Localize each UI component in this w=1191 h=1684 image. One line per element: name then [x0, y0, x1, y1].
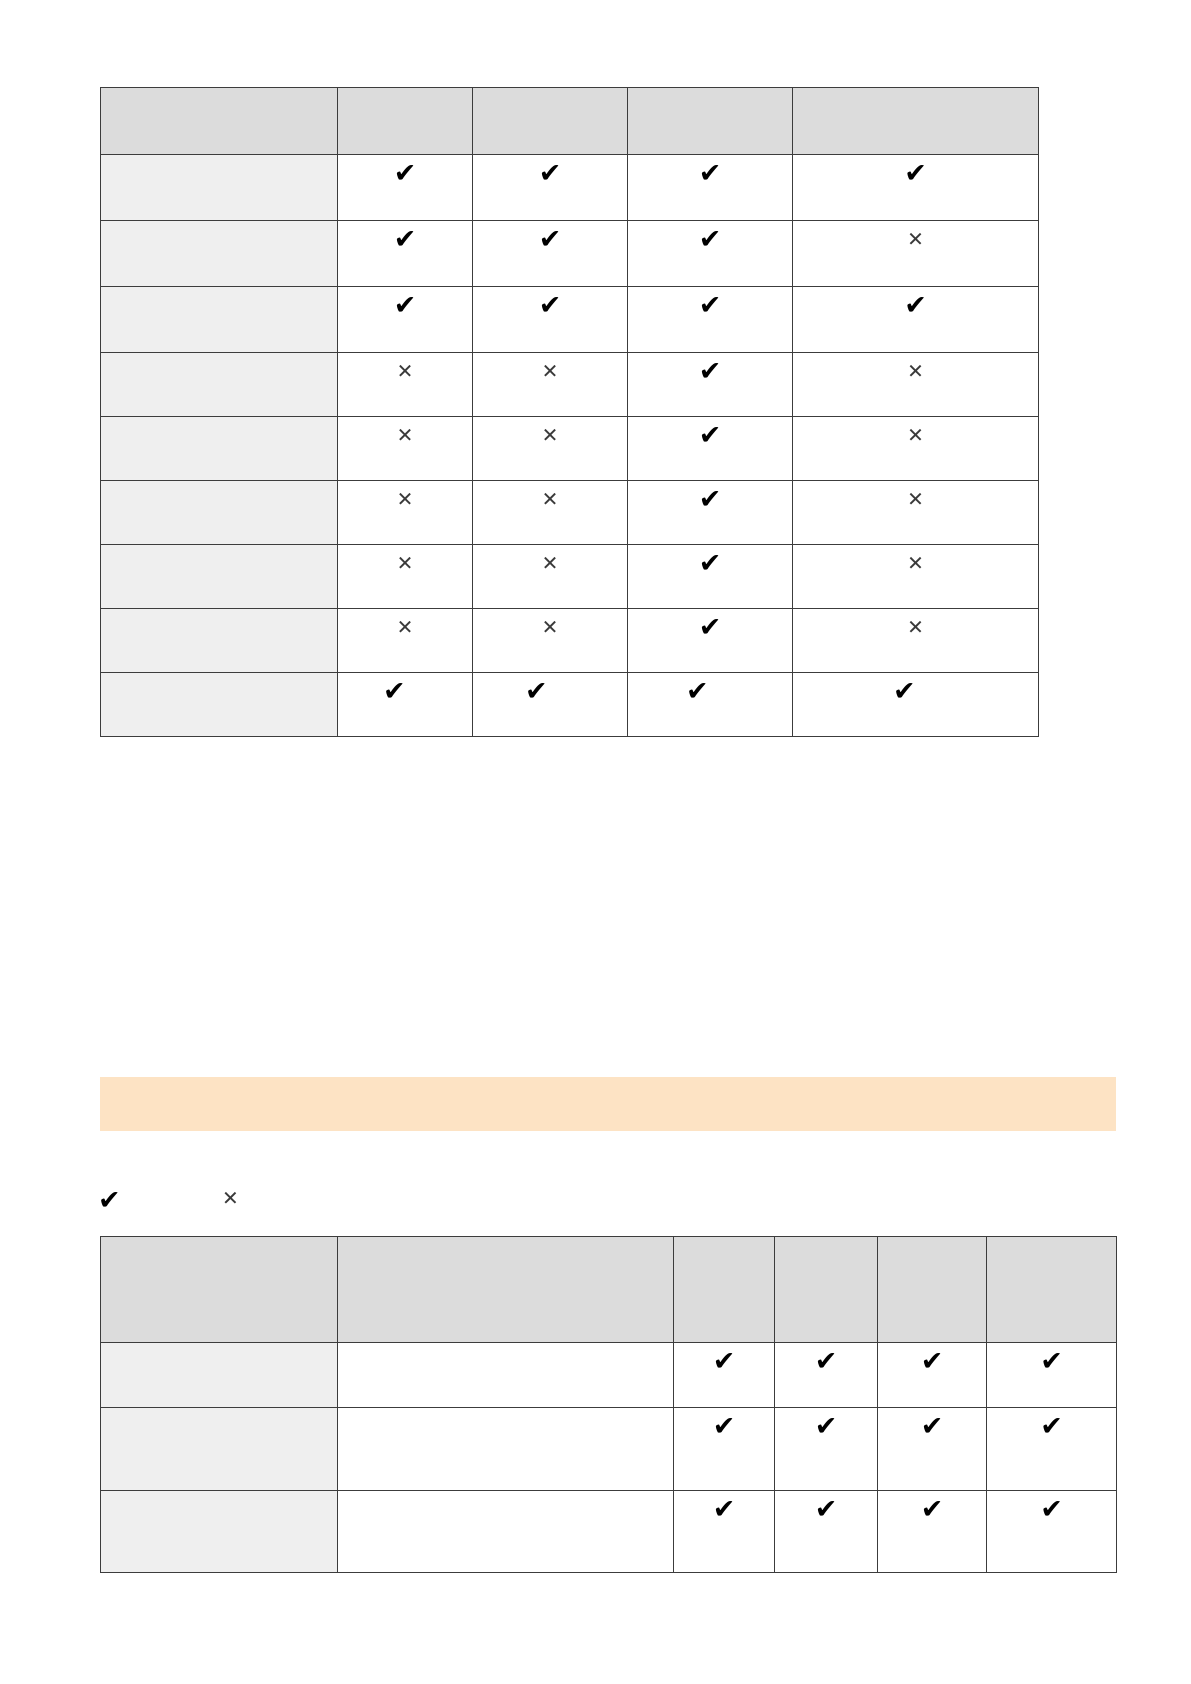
table-row	[101, 673, 1039, 737]
table-cell	[338, 545, 473, 609]
check-icon: ✔	[538, 224, 562, 255]
table-cell	[775, 1408, 878, 1491]
check-icon: ✔	[538, 290, 562, 321]
table-cell	[793, 609, 1039, 673]
column-header	[101, 88, 338, 155]
cross-icon: ✕	[541, 423, 559, 447]
table-cell	[473, 481, 628, 545]
table-row	[101, 1343, 1117, 1408]
row-label	[101, 1491, 338, 1573]
column-header	[101, 1237, 338, 1343]
table-row	[101, 609, 1039, 673]
check-icon: ✔	[920, 1411, 944, 1442]
table-cell	[473, 287, 628, 353]
column-header	[878, 1237, 987, 1343]
table-cell	[775, 1343, 878, 1408]
column-header	[628, 88, 793, 155]
table-row	[101, 481, 1039, 545]
check-icon: ✔	[904, 290, 927, 321]
column-header	[338, 88, 473, 155]
row-label	[101, 155, 338, 221]
table-cell	[674, 1343, 775, 1408]
table-row	[101, 287, 1039, 353]
check-icon: ✔	[712, 1494, 736, 1525]
check-icon: ✔	[698, 224, 722, 255]
table-header-row	[101, 1237, 1117, 1343]
table-cell	[338, 673, 473, 737]
check-icon: ✔	[698, 420, 722, 451]
row-label	[101, 1343, 338, 1408]
check-icon: ✔	[814, 1411, 838, 1442]
table-cell	[473, 673, 628, 737]
table-cell	[338, 155, 473, 221]
row-label	[101, 287, 338, 353]
row-label	[101, 481, 338, 545]
check-icon: ✔	[698, 612, 722, 643]
cross-icon: ✕	[541, 551, 559, 575]
cross-icon: ✕	[541, 359, 559, 383]
table-cell	[628, 221, 793, 287]
table-cell	[338, 609, 473, 673]
table-cell	[793, 221, 1039, 287]
column-header	[674, 1237, 775, 1343]
check-icon: ✔	[393, 224, 417, 255]
row-description	[338, 1408, 674, 1491]
cross-icon: ✕	[907, 551, 924, 575]
table-cell	[338, 481, 473, 545]
table-cell	[628, 155, 793, 221]
table-cell	[793, 155, 1039, 221]
check-icon: ✔	[904, 158, 927, 189]
check-icon: ✔	[1040, 1346, 1063, 1377]
cross-icon: ✕	[396, 359, 414, 383]
row-label	[101, 417, 338, 481]
table-cell	[628, 545, 793, 609]
cross-icon: ✕	[907, 227, 924, 251]
cross-icon: ✕	[907, 487, 924, 511]
cross-icon: ✕	[541, 615, 559, 639]
check-icon: ✔	[1040, 1411, 1063, 1442]
table-cell	[674, 1408, 775, 1491]
row-description	[338, 1491, 674, 1573]
table-cell	[793, 481, 1039, 545]
table-row	[101, 221, 1039, 287]
table-row	[101, 417, 1039, 481]
table-cell	[473, 155, 628, 221]
table-cell	[473, 545, 628, 609]
check-icon: ✔	[814, 1346, 838, 1377]
table-cell	[338, 287, 473, 353]
table-row	[101, 1491, 1117, 1573]
table-cell	[628, 673, 793, 737]
table-cell	[473, 221, 628, 287]
cross-icon: ✕	[396, 423, 414, 447]
table-cell	[775, 1491, 878, 1573]
check-icon: ✔	[525, 676, 548, 707]
table-cell	[793, 673, 1039, 737]
table-cell	[473, 609, 628, 673]
row-label	[101, 609, 338, 673]
table-cell	[878, 1491, 987, 1573]
table-cell	[628, 609, 793, 673]
table-cell	[674, 1491, 775, 1573]
check-icon: ✔	[712, 1346, 736, 1377]
cross-icon: ✕	[396, 487, 414, 511]
cross-icon: ✕	[222, 1186, 239, 1210]
row-description	[338, 1343, 674, 1408]
table-cell	[338, 221, 473, 287]
table-cell	[793, 545, 1039, 609]
table-cell	[987, 1491, 1117, 1573]
column-header	[338, 1237, 674, 1343]
table-cell	[878, 1343, 987, 1408]
table-cell	[473, 417, 628, 481]
table-cell	[628, 353, 793, 417]
check-icon: ✔	[538, 158, 562, 189]
table-cell	[473, 353, 628, 417]
row-label	[101, 1408, 338, 1491]
row-label	[101, 221, 338, 287]
table-cell	[793, 287, 1039, 353]
table-row	[101, 545, 1039, 609]
row-label	[101, 353, 338, 417]
check-icon: ✔	[393, 290, 417, 321]
table-cell	[338, 417, 473, 481]
row-label	[101, 545, 338, 609]
table-cell	[987, 1408, 1117, 1491]
cross-icon: ✕	[907, 615, 924, 639]
column-header	[775, 1237, 878, 1343]
check-icon: ✔	[393, 158, 417, 189]
row-label	[101, 673, 338, 737]
table-row	[101, 155, 1039, 221]
cross-icon: ✕	[907, 423, 924, 447]
cross-icon: ✕	[396, 551, 414, 575]
table-cell	[628, 417, 793, 481]
check-icon: ✔	[1040, 1494, 1063, 1525]
check-icon: ✔	[920, 1346, 944, 1377]
cross-icon: ✕	[396, 615, 414, 639]
cross-icon: ✕	[541, 487, 559, 511]
table-cell	[987, 1343, 1117, 1408]
check-icon: ✔	[920, 1494, 944, 1525]
cross-icon: ✕	[907, 359, 924, 383]
check-icon: ✔	[698, 484, 722, 515]
check-icon: ✔	[686, 676, 709, 707]
table-cell	[793, 353, 1039, 417]
note-banner	[100, 1077, 1116, 1131]
table-cell	[628, 287, 793, 353]
column-header	[793, 88, 1039, 155]
check-icon: ✔	[712, 1411, 736, 1442]
column-header	[987, 1237, 1117, 1343]
check-icon: ✔	[98, 1185, 121, 1216]
table-header-row	[101, 88, 1039, 155]
check-icon: ✔	[698, 548, 722, 579]
check-icon: ✔	[893, 676, 916, 707]
check-icon: ✔	[698, 356, 722, 387]
check-icon: ✔	[383, 676, 406, 707]
table-row	[101, 353, 1039, 417]
table-cell	[628, 481, 793, 545]
check-icon: ✔	[814, 1494, 838, 1525]
check-icon: ✔	[698, 290, 722, 321]
check-icon: ✔	[698, 158, 722, 189]
table-cell	[793, 417, 1039, 481]
table-cell	[878, 1408, 987, 1491]
column-header	[473, 88, 628, 155]
table-row	[101, 1408, 1117, 1491]
table-cell	[338, 353, 473, 417]
compatibility-table-2	[100, 1236, 1117, 1573]
compatibility-table-1	[100, 87, 1039, 737]
